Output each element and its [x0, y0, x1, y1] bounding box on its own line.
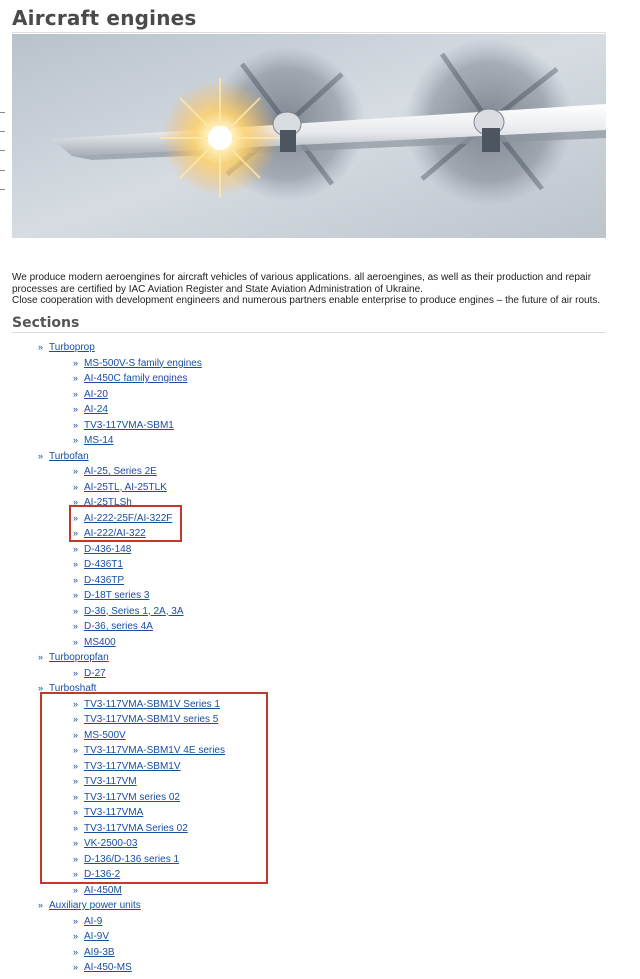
engine-item-tv3-117vma-sbm1-link[interactable]: TV3-117VMA-SBM1	[84, 419, 174, 431]
engine-item-tv3-117vma-link[interactable]: TV3-117VMA	[84, 807, 144, 818]
bullet-icon: »	[73, 419, 79, 430]
engine-item-ai-20-link[interactable]: AI-20	[84, 388, 108, 400]
engine-item-ai-24-link[interactable]: AI-24	[84, 404, 108, 415]
bullet-icon: »	[73, 776, 79, 786]
engine-item-tv3-117vma-sbm1[interactable]	[73, 418, 174, 433]
engine-item-tv3-117vma-sbm1v-series-1-link[interactable]: TV3-117VMA-SBM1V Series 1	[84, 698, 220, 710]
bullet-icon: »	[73, 590, 79, 600]
engine-item-d-436-148[interactable]	[73, 542, 131, 557]
engine-item-ai-20[interactable]	[73, 387, 108, 402]
bullet-icon: »	[73, 760, 79, 771]
engine-item-d-136-d-136-series-1[interactable]	[73, 852, 179, 867]
engine-item-ai9-3b-link[interactable]: AI9-3B	[84, 946, 115, 958]
engine-item-ai-9v[interactable]	[73, 929, 109, 944]
engine-item-d-18t-series-3-link[interactable]: D-18T series 3	[84, 590, 150, 601]
bullet-icon: »	[73, 853, 79, 864]
engine-item-ai-25tlsh[interactable]	[73, 495, 132, 510]
engine-item-d-436tp[interactable]	[73, 573, 124, 588]
engine-item-tv3-117vma-sbm1v-4e-series[interactable]	[73, 743, 225, 758]
category-turbopropfan-link[interactable]: Turbopropfan	[49, 652, 109, 663]
engine-item-d-36-series-4a-link[interactable]: D-36, series 4A	[84, 621, 153, 632]
page-title: Aircraft engines	[12, 6, 197, 30]
category-turbofan-link[interactable]: Turbofan	[49, 450, 89, 462]
bullet-icon: »	[73, 481, 79, 492]
engine-item-d-436t1[interactable]	[73, 557, 123, 572]
intro-paragraph-1: We produce modern aeroengines for aircraft vehicles of various applications. all aeroengines, as well as their production and repair processes are certified by IAC Aviation Register and State Aviation Administration of Ukraine.	[12, 272, 592, 295]
engine-item-d-36-series-1-2a-3a[interactable]	[73, 604, 184, 619]
bullet-icon: »	[38, 683, 44, 693]
engine-item-d-436-148-link[interactable]: D-436-148	[84, 543, 132, 555]
engine-item-d-27-link[interactable]: D-27	[84, 667, 106, 679]
engine-item-ms400-link[interactable]: MS400	[84, 636, 116, 648]
aircraft-wing-illustration	[12, 34, 606, 238]
engine-item-ai-9-link[interactable]: AI-9	[84, 915, 103, 927]
engine-item-ms400[interactable]	[73, 635, 116, 650]
bullet-icon: »	[73, 559, 79, 569]
bullet-icon: »	[73, 357, 79, 368]
intro-paragraph-2: Close cooperation with development engineers and numerous partners enable enterprise to produce engines – the future of air routs.	[12, 295, 601, 306]
engine-item-d-136-2-link[interactable]: D-136-2	[84, 869, 121, 880]
engine-item-tv3-117vma-sbm1v-series-5[interactable]	[73, 712, 218, 727]
bullet-icon: »	[38, 342, 44, 352]
bullet-icon: »	[73, 388, 79, 399]
bullet-icon: »	[73, 528, 79, 538]
bullet-icon: »	[38, 450, 44, 461]
category-turboshaft[interactable]	[38, 681, 96, 696]
engine-item-ai-25tlsh-link[interactable]: AI-25TLSh	[84, 497, 132, 508]
bullet-icon: »	[38, 652, 44, 662]
bullet-icon: »	[73, 605, 79, 616]
engine-item-ai-222-ai-322-link[interactable]: AI-222/AI-322	[84, 528, 146, 539]
engine-item-vk-2500-03-link[interactable]: VK-2500-03	[84, 838, 138, 849]
bullet-icon: »	[73, 543, 79, 554]
engine-item-ai-450-ms-link[interactable]: AI-450-MS	[84, 962, 132, 973]
engine-item-tv3-117vma-sbm1v-4e-series-link[interactable]: TV3-117VMA-SBM1V 4E series	[84, 745, 225, 756]
bullet-icon: »	[73, 745, 79, 755]
hero-image	[12, 34, 606, 238]
engine-item-ai-450-ms[interactable]	[73, 960, 132, 975]
category-turbofan[interactable]	[38, 449, 89, 464]
bullet-icon: »	[73, 466, 79, 476]
engine-item-d-436t1-link[interactable]: D-436T1	[84, 559, 123, 570]
bullet-icon: »	[73, 636, 79, 647]
engine-item-tv3-117vma-sbm1v[interactable]	[73, 759, 181, 774]
engine-item-ai-9v-link[interactable]: AI-9V	[84, 931, 110, 942]
engine-item-ms-500v-s-family-engines[interactable]	[73, 356, 202, 371]
engine-item-d-36-series-1-2a-3a-link[interactable]: D-36, Series 1, 2A, 3A	[84, 605, 184, 617]
bullet-icon: »	[73, 714, 79, 724]
engine-item-d-136-2[interactable]	[73, 867, 120, 882]
bullet-icon: »	[73, 574, 79, 585]
engine-item-ai-25tl-ai-25tlk[interactable]	[73, 480, 167, 495]
category-auxiliary-power-units-link[interactable]: Auxiliary power units	[49, 900, 141, 911]
engine-item-ai-9[interactable]	[73, 914, 102, 929]
bullet-icon: »	[73, 729, 79, 740]
intro-text	[12, 272, 612, 307]
title-divider	[12, 32, 606, 33]
bullet-icon: »	[73, 512, 79, 523]
engine-item-ms-500v[interactable]	[73, 728, 126, 743]
engine-item-ai-450c-family-engines-link[interactable]: AI-450C family engines	[84, 373, 188, 384]
engine-item-ai-222-ai-322[interactable]	[73, 526, 146, 541]
engine-item-d-136-d-136-series-1-link[interactable]: D-136/D-136 series 1	[84, 853, 180, 865]
engine-item-d-36-series-4a[interactable]	[73, 619, 153, 634]
engine-item-ai-25-series-2e-link[interactable]: AI-25, Series 2E	[84, 466, 157, 477]
engine-item-tv3-117vma-sbm1v-link[interactable]: TV3-117VMA-SBM1V	[84, 760, 181, 772]
engine-item-tv3-117vma[interactable]	[73, 805, 143, 820]
bullet-icon: »	[73, 404, 79, 414]
bullet-icon: »	[73, 946, 79, 957]
bullet-icon: »	[73, 869, 79, 879]
engine-item-tv3-117vma-sbm1v-series-5-link[interactable]: TV3-117VMA-SBM1V series 5	[84, 714, 219, 725]
category-turboshaft-link[interactable]: Turboshaft	[49, 683, 97, 694]
engine-item-ai-450m[interactable]	[73, 883, 122, 898]
category-turboprop-link[interactable]: Turboprop	[49, 342, 95, 353]
sections-divider	[12, 332, 606, 333]
bullet-icon: »	[73, 884, 79, 895]
bullet-icon: »	[73, 497, 79, 507]
engine-item-ms-500v-s-family-engines-link[interactable]: MS-500V-S family engines	[84, 357, 202, 369]
engine-item-d-27[interactable]	[73, 666, 106, 681]
engine-item-d-436tp-link[interactable]: D-436TP	[84, 574, 125, 586]
engine-item-ai-24[interactable]	[73, 402, 108, 417]
bullet-icon: »	[73, 621, 79, 631]
engine-item-ms-14-link[interactable]: MS-14	[84, 435, 114, 446]
bullet-icon: »	[73, 807, 79, 817]
engine-item-d-18t-series-3[interactable]	[73, 588, 149, 603]
engine-item-ai-450m-link[interactable]: AI-450M	[84, 884, 122, 896]
bullet-icon: »	[73, 915, 79, 926]
engine-item-tv3-117vm-link[interactable]: TV3-117VM	[84, 776, 137, 787]
engine-item-ai-450c-family-engines[interactable]	[73, 371, 187, 386]
engine-item-tv3-117vma-series-02-link[interactable]: TV3-117VMA Series 02	[84, 822, 188, 834]
engine-item-ms-14[interactable]	[73, 433, 113, 448]
category-auxiliary-power-units[interactable]	[38, 898, 141, 913]
bullet-icon: »	[73, 435, 79, 445]
bullet-icon: »	[73, 667, 79, 678]
sections-heading: Sections	[12, 315, 80, 331]
engine-item-ms-500v-link[interactable]: MS-500V	[84, 729, 126, 741]
engine-item-tv3-117vm-series-02[interactable]	[73, 790, 180, 805]
bullet-icon: »	[73, 698, 79, 709]
category-turbopropfan[interactable]	[38, 650, 109, 665]
bullet-icon: »	[73, 791, 79, 802]
engine-item-ai-25tl-ai-25tlk-link[interactable]: AI-25TL, AI-25TLK	[84, 481, 167, 493]
bullet-icon: »	[73, 373, 79, 383]
engine-item-ai9-3b[interactable]	[73, 945, 115, 960]
bullet-icon: »	[73, 962, 79, 972]
engine-item-ai-222-25f-ai-322f[interactable]	[73, 511, 172, 526]
category-turboprop[interactable]	[38, 340, 95, 355]
engine-item-tv3-117vma-sbm1v-series-1[interactable]	[73, 697, 220, 712]
bullet-icon: »	[73, 822, 79, 833]
engine-item-vk-2500-03[interactable]	[73, 836, 137, 851]
engine-item-ai-222-25f-ai-322f-link[interactable]: AI-222-25F/AI-322F	[84, 512, 173, 524]
bullet-icon: »	[73, 838, 79, 848]
engine-item-tv3-117vm[interactable]	[73, 774, 137, 789]
engine-item-tv3-117vma-series-02[interactable]	[73, 821, 188, 836]
engine-item-ai-25-series-2e[interactable]	[73, 464, 157, 479]
engine-item-tv3-117vm-series-02-link[interactable]: TV3-117VM series 02	[84, 791, 180, 803]
bullet-icon: »	[73, 931, 79, 941]
bullet-icon: »	[38, 900, 44, 910]
